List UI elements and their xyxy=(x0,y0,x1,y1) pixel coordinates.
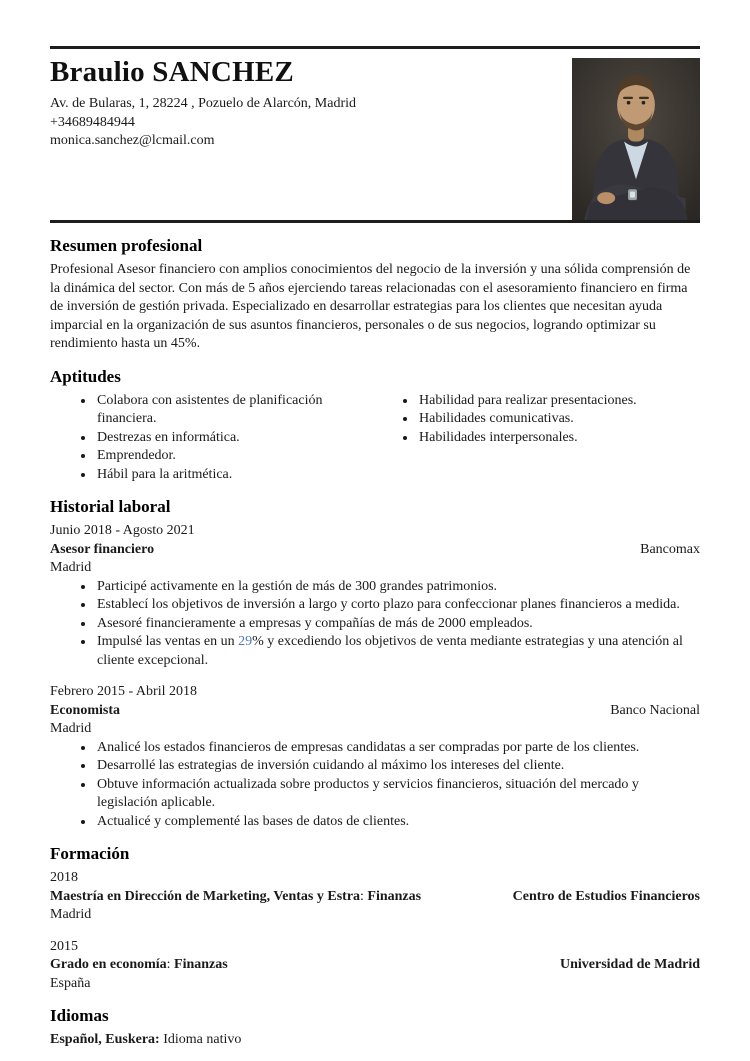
skills-columns xyxy=(50,392,700,485)
education-degree-row xyxy=(50,888,700,907)
phone-line: +34689484944 xyxy=(50,114,135,130)
education-entry xyxy=(50,869,700,925)
skills-column-right xyxy=(375,392,700,485)
degree-name: Grado en economía xyxy=(50,957,167,972)
job-dates: Febrero 2015 - Abril 2018 xyxy=(50,684,197,699)
education-degree xyxy=(50,956,228,975)
skill-item: • Habilidades interpersonales. xyxy=(417,429,700,448)
section-heading-languages: Idiomas xyxy=(50,1006,109,1025)
summary-text: Profesional Asesor financiero con amplios conocimientos del negocio de la inversión y una sólida comprensión de la dinámica del sector. Con más de 5 años ejerciendo tareas relacionadas con el asesoramiento financiero en firma de inversión de gestión privada. Especializado en desarrollar estrategias para los clientes que necesitan ayuda imparcial en la organización de sus asuntos financieros, personales o de sus negocios, logrando optimizar su rendimiento hasta un 45%. xyxy=(50,262,691,351)
profile-photo xyxy=(572,58,700,220)
skill-item: • Hábil para la aritmética. xyxy=(95,466,375,485)
section-heading-summary: Resumen profesional xyxy=(50,236,203,255)
job-bullet-list xyxy=(50,739,700,832)
language-names: Español, Euskera: xyxy=(50,1032,160,1047)
job-bullet: • Desarrollé las estrategias de inversión cuidando al máximo los intereses del cliente. xyxy=(95,757,700,776)
job-title: Asesor financiero xyxy=(50,541,155,557)
skill-item: • Emprendedor. xyxy=(95,447,375,466)
section-heading-skills: Aptitudes xyxy=(50,366,121,386)
skill-item: • Habilidad para realizar presentaciones. xyxy=(417,392,700,411)
skills-column-left xyxy=(50,392,375,485)
degree-field: Finanzas xyxy=(174,957,228,972)
education-location: Madrid xyxy=(50,907,92,922)
job-company: Banco Nacional xyxy=(610,702,700,718)
degree-separator: : xyxy=(166,957,175,972)
job-entry xyxy=(50,522,700,670)
job-bullet: • Participé activamente en la gestión de más de 300 grandes patrimonios. xyxy=(95,578,700,597)
job-bullet: • Establecí los objetivos de inversión a largo y corto plazo para confeccionar planes financieros a medida. xyxy=(95,596,700,615)
job-dates: Junio 2018 - Agosto 2021 xyxy=(50,523,195,538)
email-line: monica.sanchez@lcmail.com xyxy=(50,133,215,148)
degree-field: Finanzas xyxy=(367,888,422,904)
job-bullet-with-link xyxy=(95,633,700,670)
education-degree-row xyxy=(50,956,700,975)
portrait-illustration xyxy=(572,58,700,220)
job-title: Economista xyxy=(50,702,120,718)
education-school: Centro de Estudios Financieros xyxy=(512,888,700,904)
section-heading-experience: Historial laboral xyxy=(50,497,171,516)
skill-item: • Colabora con asistentes de planificación financiera. xyxy=(95,392,375,429)
bullet-text-post: % y excediendo los objetivos de venta mediante estrategias y una atención al cliente excepcional. xyxy=(97,634,683,668)
education-degree xyxy=(50,888,421,907)
header-bottom-rule xyxy=(50,220,700,223)
skills-list-right xyxy=(375,392,700,448)
education-school: Universidad de Madrid xyxy=(559,957,700,972)
percentage-link[interactable]: 29 xyxy=(238,634,253,649)
job-entry xyxy=(50,683,700,831)
job-bullet-list xyxy=(50,578,700,671)
language-line xyxy=(50,1031,700,1050)
degree-separator: : xyxy=(360,888,368,904)
education-location: España xyxy=(50,975,91,991)
section-heading-education: Formación xyxy=(50,844,130,863)
skill-item: • Habilidades comunicativas. xyxy=(417,410,700,429)
education-year: 2015 xyxy=(50,938,78,954)
education-entry xyxy=(50,938,700,994)
person-name: Braulio SANCHEZ xyxy=(50,56,294,88)
degree-name: Maestría en Dirección de Marketing, Ventas y Estra xyxy=(50,888,361,904)
bullet-text-pre: Impulsé las ventas en un xyxy=(97,634,239,649)
job-bullet: • Asesoré financieramente a empresas y compañías de más de 2000 empleados. xyxy=(95,615,700,634)
job-bullet: • Actualicé y complementé las bases de datos de clientes. xyxy=(95,813,700,832)
job-location: Madrid xyxy=(50,560,92,575)
education-year: 2018 xyxy=(50,870,78,885)
job-location: Madrid xyxy=(50,721,92,736)
job-bullet: • Analicé los estados financieros de empresas candidatas a ser compradas por parte de los clientes. xyxy=(95,739,700,758)
job-bullet: • Obtuve información actualizada sobre productos y servicios financieros, situación del mercado y legislación aplicable. xyxy=(95,776,700,813)
job-company: Bancomax xyxy=(640,541,700,557)
language-level: Idioma nativo xyxy=(159,1032,242,1047)
skills-list-left xyxy=(50,392,375,485)
address-line: Av. de Bularas, 1, 28224 , Pozuelo de Alarcón, Madrid xyxy=(50,96,356,111)
skill-item: • Destrezas en informática. xyxy=(95,429,375,448)
header xyxy=(50,49,700,220)
job-title-row xyxy=(50,702,700,721)
job-title-row xyxy=(50,541,700,560)
